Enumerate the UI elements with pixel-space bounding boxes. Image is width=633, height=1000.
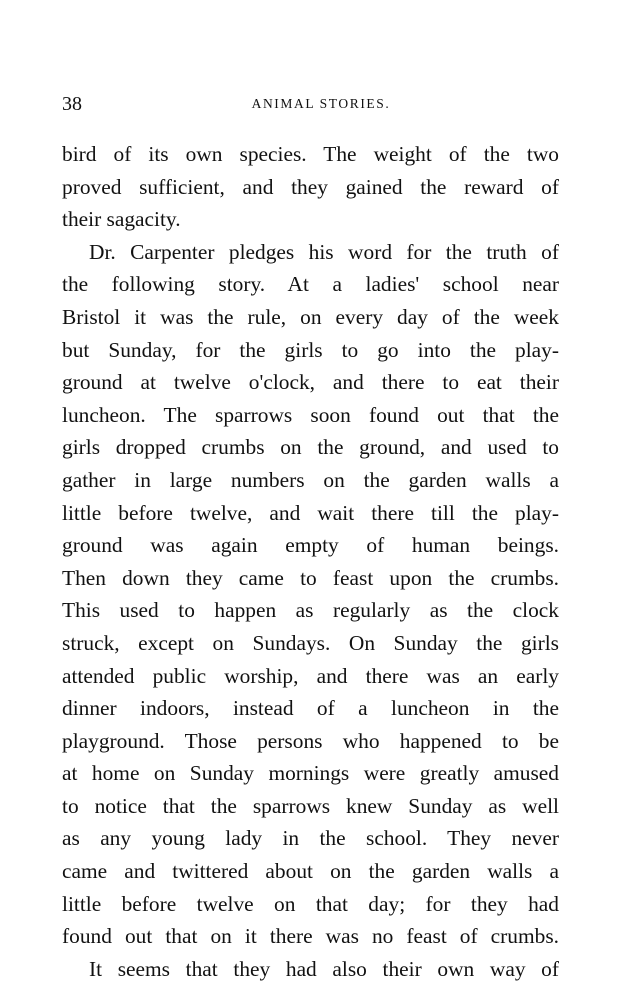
body-text (62, 138, 559, 985)
page-number: 38 (62, 93, 82, 115)
text-line: at home on Sunday mornings were greatly amused (62, 761, 559, 786)
text-line: playground. Those persons who happened to be (62, 728, 559, 753)
text-line: their sagacity. (62, 207, 181, 232)
text-line: dinner indoors, instead of a luncheon in the (62, 696, 559, 721)
text-line: the following story. At a ladies' school near (62, 272, 559, 297)
text-line: proved sufficient, and they gained the reward of (62, 174, 559, 199)
text-line: gather in large numbers on the garden walls a (62, 467, 559, 492)
text-line: It seems that they had also their own way of (89, 956, 559, 981)
text-line: bird of its own species. The weight of the two (62, 142, 559, 166)
text-line: as any young lady in the school. They never (62, 826, 559, 851)
text-line: Then down they came to feast upon the crumbs. (62, 565, 559, 590)
text-line: struck, except on Sundays. On Sunday the girls (62, 630, 559, 655)
text-line: attended public worship, and there was an early (62, 663, 559, 688)
text-line: Dr. Carpenter pledges his word for the truth of (89, 239, 559, 264)
text-line: little before twelve, and wait there till the play- (62, 500, 559, 525)
text-line: ground at twelve o'clock, and there to eat their (62, 370, 559, 395)
text-line: but Sunday, for the girls to go into the play- (62, 337, 559, 362)
text-line: to notice that the sparrows knew Sunday as well (62, 793, 559, 818)
text-line: ground was again empty of human beings. (62, 533, 559, 558)
text-line: little before twelve on that day; for they had (62, 891, 559, 916)
page-header (62, 88, 560, 120)
running-head: ANIMAL STORIES. (251, 96, 391, 111)
text-line: girls dropped crumbs on the ground, and used to (62, 435, 559, 460)
text-line: This used to happen as regularly as the clock (62, 598, 559, 623)
text-line: Bristol it was the rule, on every day of the week (62, 304, 559, 329)
text-line: found out that on it there was no feast of crumbs. (62, 924, 559, 949)
text-line: luncheon. The sparrows soon found out that the (62, 402, 559, 427)
text-line: came and twittered about on the garden walls a (62, 859, 559, 884)
